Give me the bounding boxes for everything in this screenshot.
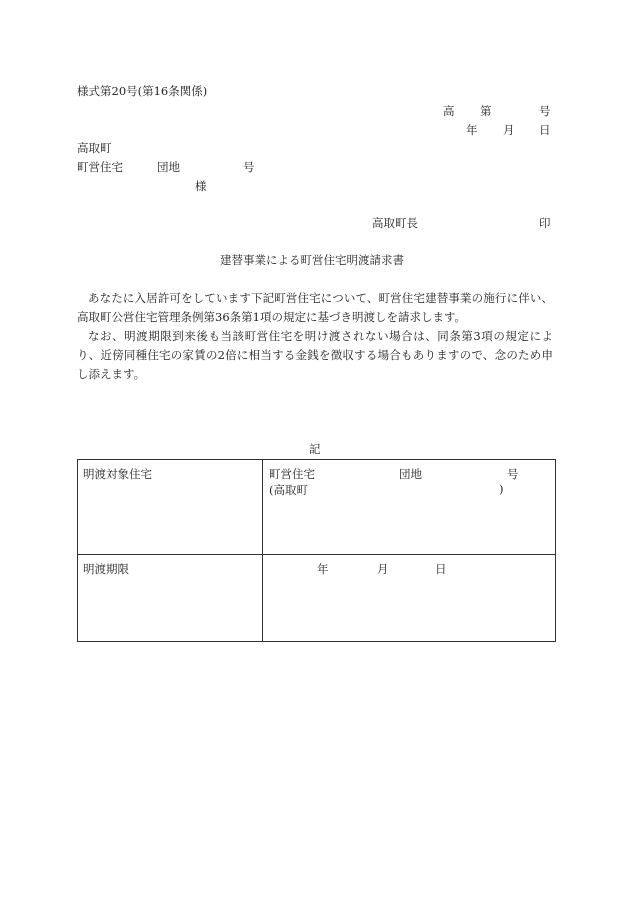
record-table	[77, 459, 556, 642]
doc-date-day: 日	[539, 123, 551, 137]
target-housing-value-cell	[263, 460, 556, 555]
body-paragraph-1: あなたに入居許可をしています下記町営住宅について、町営住宅建替事業の施行に伴い、高取町公営住宅管理条例第36条第1項の規定に基づき明渡しを請求します。	[77, 291, 553, 324]
doc-date-year: 年	[466, 123, 478, 137]
target-housing-close-paren: )	[499, 482, 504, 496]
addressee-housing-label: 町営住宅	[77, 160, 123, 174]
doc-number-go: 号	[539, 104, 551, 118]
target-housing-housing: 町営住宅	[269, 467, 315, 481]
body-paragraph-2: なお、明渡期限到来後も当該町営住宅を明け渡されない場合は、同条第3項の規定により、近傍同種住宅の家賃の2倍に相当する金銭を徴収する場合もありますので、念のため申し添えます。	[77, 329, 553, 381]
form-number-title: 様式第20号(第16条関係)	[77, 84, 208, 98]
target-housing-label: 明渡対象住宅	[83, 467, 152, 481]
issuer-title: 高取町長	[372, 216, 418, 230]
addressee-town: 高取町	[77, 141, 112, 155]
deadline-month: 月	[377, 562, 389, 576]
target-housing-label-cell	[78, 460, 263, 555]
deadline-label-cell	[78, 555, 263, 642]
addressee-danchi: 団地	[157, 160, 180, 174]
deadline-value-cell	[263, 555, 556, 642]
doc-number-dai: 第	[480, 104, 492, 118]
deadline-label: 明渡期限	[83, 562, 129, 576]
doc-number-taka: 高	[443, 104, 455, 118]
target-housing-open-paren: (高取町	[269, 483, 308, 497]
deadline-day: 日	[435, 562, 447, 576]
issuer-seal: 印	[539, 216, 551, 230]
document-heading: 建替事業による町営住宅明渡請求書	[220, 253, 404, 267]
ki-label: 記	[309, 442, 321, 456]
doc-date-month: 月	[503, 123, 515, 137]
addressee-sama: 様	[195, 179, 207, 193]
deadline-year: 年	[317, 562, 329, 576]
table-row-deadline	[78, 555, 556, 642]
target-housing-go: 号	[507, 467, 519, 481]
addressee-go: 号	[243, 160, 255, 174]
target-housing-danchi: 団地	[399, 467, 422, 481]
table-row-target-housing	[78, 460, 556, 555]
